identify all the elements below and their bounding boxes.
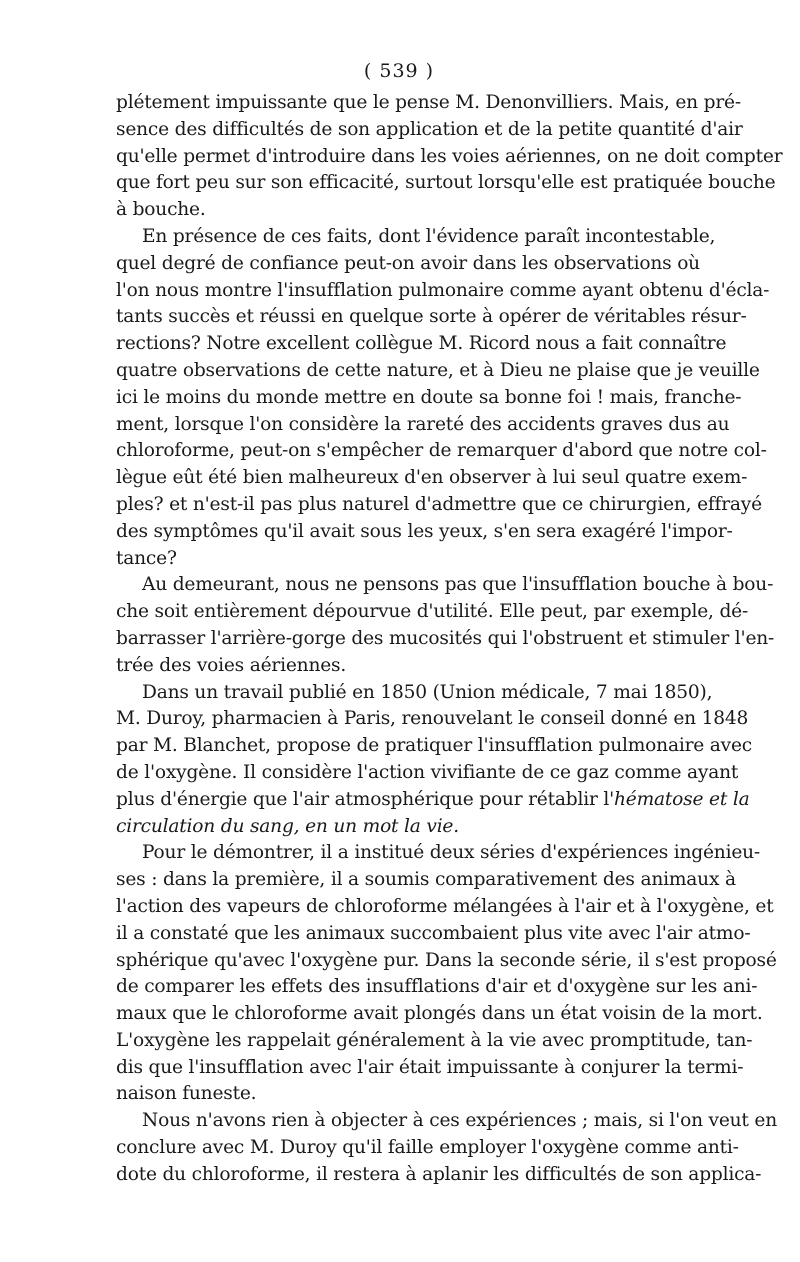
text-line: tants succès et réussi en quelque sorte à opérer de véritables résur- [116,306,747,328]
text-line: plétement impuissante que le pense M. Denonvilliers. Mais, en pré- [116,92,741,113]
text-line: dis que l'insufflation avec l'air était impuissante à conjurer la termi- [116,1056,744,1078]
text-line: Nous n'avons rien à objecter à ces expériences ; mais, si l'on veut en [142,1110,777,1132]
text-line: L'oxygène les rappelait généralement à la vie avec promptitude, tan- [116,1029,753,1051]
text-line [116,814,682,841]
text-line: ples? et n'est-il pas plus naturel d'admettre que ce chirurgien, effrayé [116,493,762,515]
text-line: sence des difficultés de son application et de la petite quantité d'air [116,118,743,140]
text-line: barrasser l'arrière-gorge des mucosités qui l'obstruent et stimuler l'en- [116,627,775,649]
text-line: ici le moins du monde mettre en doute sa bonne foi ! mais, franche- [116,386,742,408]
italic-text: hématose et la [614,788,750,810]
text-line: l'action des vapeurs de chloroforme mélangées à l'air et à l'oxygène, et [116,895,774,917]
text-line: ment, lorsque l'on considère la rareté des accidents graves dus au [116,413,730,435]
text-line: Au demeurant, nous ne pensons pas que l'insufflation bouche à bou- [142,574,774,596]
text-line: que fort peu sur son efficacité, surtout lorsqu'elle est pratiquée bouche [116,172,776,194]
text-line: qu'elle permet d'introduire dans les voies aériennes, on ne doit compter [116,145,783,167]
text-line: des symptômes qu'il avait sous les yeux, s'en sera exagéré l'impor- [116,520,733,542]
text-line: ses : dans la première, il a soumis comparativement des animaux à [116,869,736,891]
text-line: par M. Blanchet, propose de pratiquer l'insufflation pulmonaire avec [116,735,752,757]
text-line: rections? Notre excellent collègue M. Ricord nous a fait connaître [116,333,727,355]
text-line: naison funeste. [116,1083,257,1105]
text-line: chloroforme, peut-on s'empêcher de remarquer d'abord que notre col- [116,440,767,462]
text-line: Pour le démontrer, il a institué deux séries d'expériences ingénieu- [142,842,760,864]
text-line: che soit entièrement dépourvue d'utilité. Elle peut, par exemple, dé- [116,601,749,623]
text-line: trée des voies aériennes. [116,654,347,676]
text-line: M. Duroy, pharmacien à Paris, renouvelant le conseil donné en 1848 [116,708,749,730]
text-line: maux que le chloroforme avait plongés dans un état voisin de la mort. [116,1003,763,1025]
book-page [116,58,783,1189]
text-line: l'on nous montre l'insufflation pulmonaire comme ayant obtenu d'écla- [116,279,770,301]
page-number: ( 539 ) [363,60,435,82]
text-line: il a constaté que les animaux succombaient plus vite avec l'air atmo- [116,922,751,944]
italic-text: circulation du sang, en un mot la vie. [116,815,459,837]
text-line: sphérique qu'avec l'oxygène pur. Dans la seconde série, il s'est proposé [116,949,777,971]
text-line: tance? [116,547,177,569]
text-segment: plus d'énergie que l'air atmosphérique pour rétablir l' [116,788,615,810]
text-line: de l'oxygène. Il considère l'action vivifiante de ce gaz comme ayant [116,761,739,783]
body-text [116,90,783,1189]
text-line: dote du chloroforme, il restera à aplanir les difficultés de son applica- [116,1163,762,1185]
text-line: Dans un travail publié en 1850 (Union médicale, 7 mai 1850), [142,681,713,703]
text-line: En présence de ces faits, dont l'évidence paraît incontestable, [142,225,716,247]
text-line: quel degré de confiance peut-on avoir dans les observations où [116,252,700,274]
text-line [116,787,750,814]
text-line: lègue eût été bien malheureux d'en observer à lui seul quatre exem- [116,467,748,489]
text-line: conclure avec M. Duroy qu'il faille employer l'oxygène comme anti- [116,1137,739,1159]
text-line: de comparer les effets des insufflations d'air et d'oxygène sur les ani- [116,976,758,998]
text-line: quatre observations de cette nature, et à Dieu ne plaise que je veuille [116,359,760,381]
text-line: à bouche. [116,199,206,221]
